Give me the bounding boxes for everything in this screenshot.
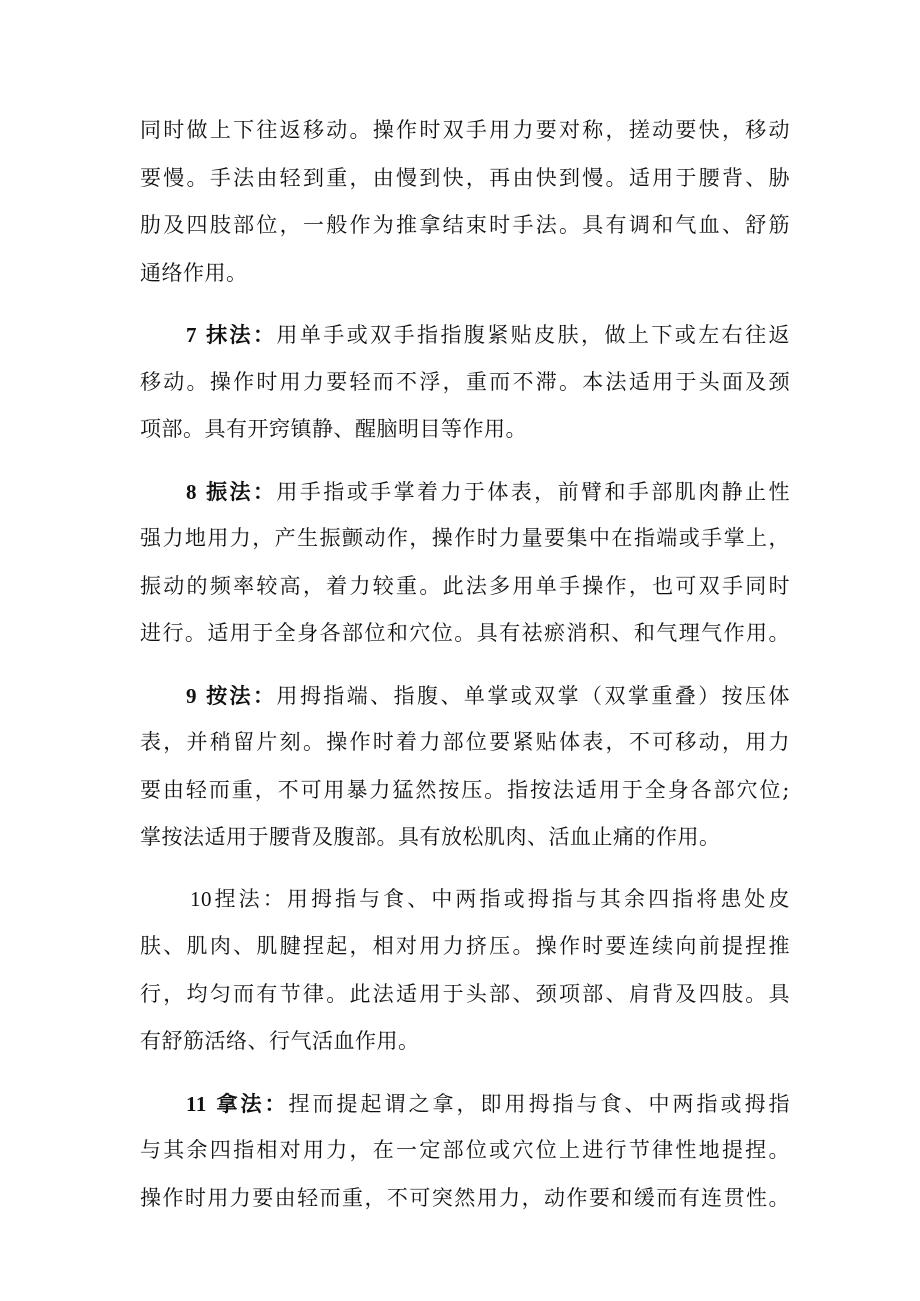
text-line: 通络作用。 — [140, 260, 248, 285]
item-title: 振法： — [206, 478, 277, 504]
item-number: 10 — [190, 886, 212, 911]
item-text: 用单手或双手指指腹紧贴皮肤，做上下或左右往返 — [276, 323, 791, 347]
paragraph-continuation — [140, 107, 790, 297]
text-line-first — [140, 468, 790, 516]
item-number: 9 — [186, 683, 197, 708]
text-line: 移动。操作时用力要轻而不浮，重而不滞。本法适用于头面及颈 — [140, 369, 790, 394]
paragraph-nie-fa — [140, 876, 790, 1066]
item-text: 捏而提起谓之拿，即用拇指与食、中两指或拇指 — [288, 1091, 791, 1116]
text-line-first — [140, 876, 790, 924]
item-title: 拿法： — [216, 1090, 289, 1116]
text-line: 表，并稍留片刻。操作时着力部位要紧贴体表，不可移动，用力 — [140, 730, 790, 754]
item-text: 用手指或手掌着力于体表，前臂和手部肌肉静止性 — [276, 479, 791, 504]
item-text: 用拇指端、指腹、单掌或双掌（双掌重叠）按压体 — [276, 683, 791, 708]
text-line: 肤、肌肉、肌腱捏起，相对用力挤压。操作时要连续向前提捏推 — [140, 934, 790, 958]
item-title: 按法： — [206, 682, 277, 708]
item-number: 11 — [186, 1091, 207, 1116]
paragraph-an-fa — [140, 672, 790, 862]
text-line: 与其余四指相对用力，在一定部位或穴位上进行节律性地提捏。 — [140, 1138, 790, 1162]
paragraph-zhen-fa — [140, 468, 790, 658]
text-line: 项部。具有开窍镇静、醒脑明目等作用。 — [140, 417, 527, 441]
text-line: 行，均匀而有节律。此法适用于头部、颈项部、肩背及四肢。具 — [140, 981, 790, 1006]
item-title: 抹法： — [206, 322, 277, 347]
text-line: 同时做上下往返移动。操作时双手用力要对称，搓动要快，移动 — [140, 118, 790, 142]
text-line: 操作时用力要由轻而重，不可突然用力，动作要和缓而有连贯性。 — [140, 1185, 790, 1210]
text-line-first — [140, 1080, 790, 1128]
text-line-first — [140, 672, 790, 720]
text-line: 有舒筋活络、行气活血作用。 — [140, 1029, 420, 1053]
text-line: 强力地用力，产生振颤动作，操作时力量要集中在指端或手掌上， — [140, 526, 790, 550]
text-line: 振动的频率较高，着力较重。此法多用单手操作，也可双手同时 — [140, 573, 790, 598]
item-number: 7 — [186, 323, 197, 347]
document-page — [140, 107, 790, 1236]
item-text: 用拇指与食、中两指或拇指与其余四指将患处皮 — [286, 886, 791, 911]
text-line: 进行。适用于全身各部位和穴位。具有祛瘀消积、和气理气作用。 — [140, 621, 790, 645]
text-line-first — [140, 311, 790, 359]
text-line: 掌按法适用于腰背及腹部。具有放松肌肉、活血止痛的作用。 — [140, 825, 721, 849]
item-title: 捏法： — [212, 886, 287, 911]
text-line: 肋及四肢部位，一般作为推拿结束时手法。具有调和气血、舒筋 — [140, 213, 790, 237]
item-number: 8 — [186, 479, 197, 504]
text-line: 要慢。手法由轻到重，由慢到快，再由快到慢。适用于腰背、胁 — [140, 165, 790, 190]
text-line: 要由轻而重，不可用暴力猛然按压。指按法适用于全身各部穴位; — [140, 777, 790, 802]
paragraph-mo-fa — [140, 311, 790, 454]
paragraph-na-fa — [140, 1080, 790, 1223]
